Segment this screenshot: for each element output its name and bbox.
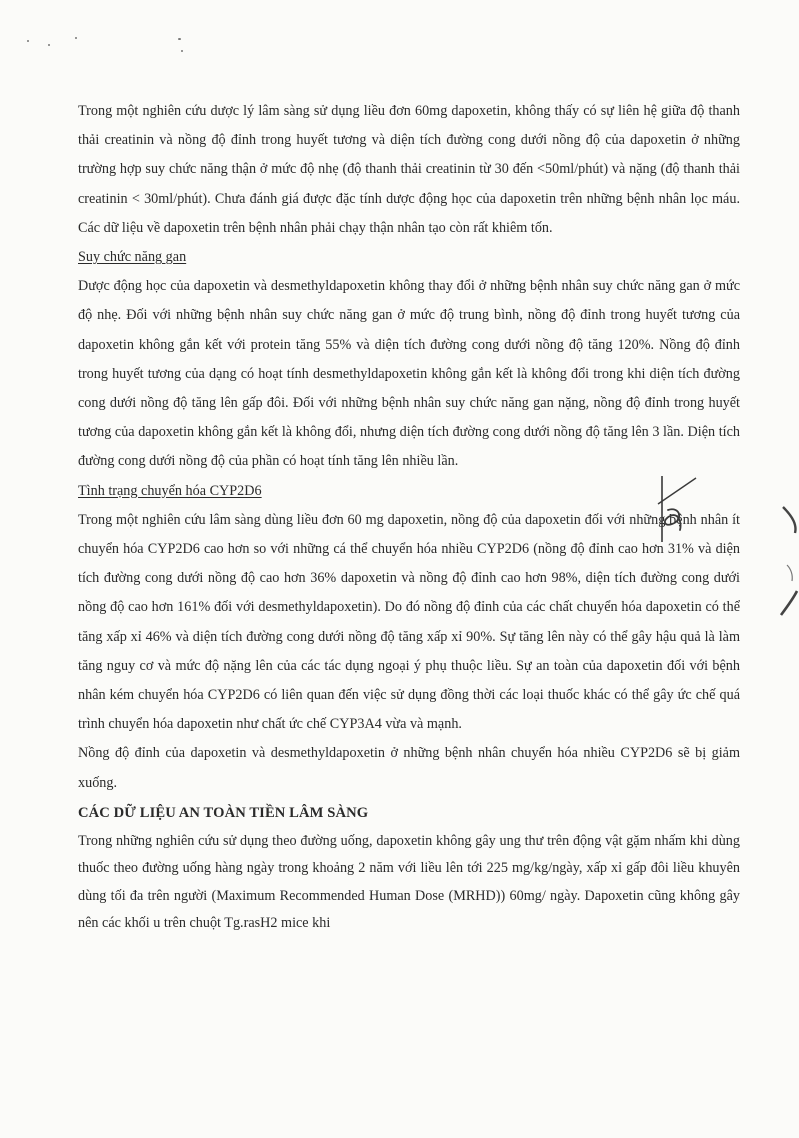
liver-impairment-heading: Suy chức năng gan xyxy=(78,249,187,266)
preclinical-safety-paragraph: Trong những nghiên cứu sử dụng theo đường uống, dapoxetin không gây ung thư trên động vật gặm nhấm khi dùng thuốc theo đường uống hàng ngày trong khoảng 2 năm với liều lên tới 225 mg/kg/ngày, xấp xỉ gấp đôi liều khuyên dùng tối đa trên người (Maximum Recommended Human Dose (MRHD)) 60mg/ ngày. Dapoxetin cũng không gây nên các khối u trên chuột Tg.rasH2 mice khi xyxy=(78,832,740,932)
cyp2d6-status-paragraph: Trong một nghiên cứu lâm sàng dùng liều đơn 60 mg dapoxetin, nồng độ của dapoxetin đối với những bệnh nhân ít chuyển hóa CYP2D6 cao hơn so với những cá thể chuyển hóa nhiều CYP2D6 (nồng độ đỉnh cao hơn 31% và diện tích đường cong dưới nồng độ cao hơn 36% dapoxetin và nồng độ đỉnh cao hơn 98%, diện tích đường cong dưới nồng độ cao hơn 161% đối với desmethyldapoxetin). Do đó nồng độ đỉnh của các chất chuyển hóa dapoxetin có thể tăng xấp xỉ 46% và diện tích đường cong dưới nồng độ tăng xấp xỉ 90%. Sự tăng lên này có thể gây hậu quả là làm tăng nguy cơ và mức độ nặng lên của các tác dụng ngoại ý phụ thuộc liều. Sự an toàn của dapoxetin đối với bệnh nhân kém chuyển hóa CYP2D6 có liên quan đến việc sử dụng đồng thời các loại thuốc khác có thể gây ức chế quá trình chuyển hóa dapoxetin như chất ức chế CYP3A4 vừa và mạnh. xyxy=(78,511,740,733)
kidney-impairment-paragraph: Trong một nghiên cứu dược lý lâm sàng sử dụng liều đơn 60mg dapoxetin, không thấy có sự liên hệ giữa độ thanh thải creatinin và nồng độ đỉnh trong huyết tương và diện tích đường cong dưới nồng độ của dapoxetin ở những trường hợp suy chức năng thận ở mức độ nhẹ (độ thanh thải creatinin từ 30 đến <50ml/phút) và nặng (độ thanh thải creatinin < 30ml/phút). Chưa đánh giá được đặc tính dược động học của dapoxetin trên những bệnh nhân lọc máu. Các dữ liệu về dapoxetin trên bệnh nhân phải chạy thận nhân tạo còn rất khiêm tốn. xyxy=(78,103,740,236)
preclinical-safety-heading: CÁC DỮ LIỆU AN TOÀN TIỀN LÂM SÀNG xyxy=(78,804,369,821)
stamp-edge-mark xyxy=(775,495,799,625)
liver-impairment-paragraph: Dược động học của dapoxetin và desmethyldapoxetin không thay đổi ở những bệnh nhân suy chức năng gan ở mức độ nhẹ. Đối với những bệnh nhân suy chức năng gan ở mức độ trung bình, nồng độ đỉnh trong huyết tương của dapoxetin không gắn kết với protein tăng 55% và diện tích đường cong dưới nồng độ tăng 120%. Nồng độ đỉnh trong huyết tương của dạng có hoạt tính desmethyldapoxetin không gắn kết là không đổi trong khi diện tích đường cong dưới nồng độ tăng lên gấp đôi. Đối với những bệnh nhân suy chức năng gan nặng, nồng độ đỉnh trong huyết tương của dapoxetin không gắn kết là không đổi, nhưng diện tích đường cong dưới nồng độ tăng lên 3 lần. Diện tích đường cong dưới nồng độ của phần có hoạt tính tăng lên nhiều lần. xyxy=(78,278,740,470)
scan-speck xyxy=(75,37,77,39)
cyp2d6-extensive-metabolizer-paragraph: Nồng độ đỉnh của dapoxetin và desmethyldapoxetin ở những bệnh nhân chuyển hóa nhiều CYP2D6 sẽ bị giảm xuống. xyxy=(78,745,740,791)
scan-speck xyxy=(178,38,181,40)
cyp2d6-status-heading: Tình trạng chuyển hóa CYP2D6 xyxy=(78,482,262,499)
scan-speck xyxy=(48,44,50,46)
scan-speck xyxy=(27,40,29,42)
scan-speck xyxy=(181,50,183,52)
handwritten-initial-mark xyxy=(640,470,700,552)
